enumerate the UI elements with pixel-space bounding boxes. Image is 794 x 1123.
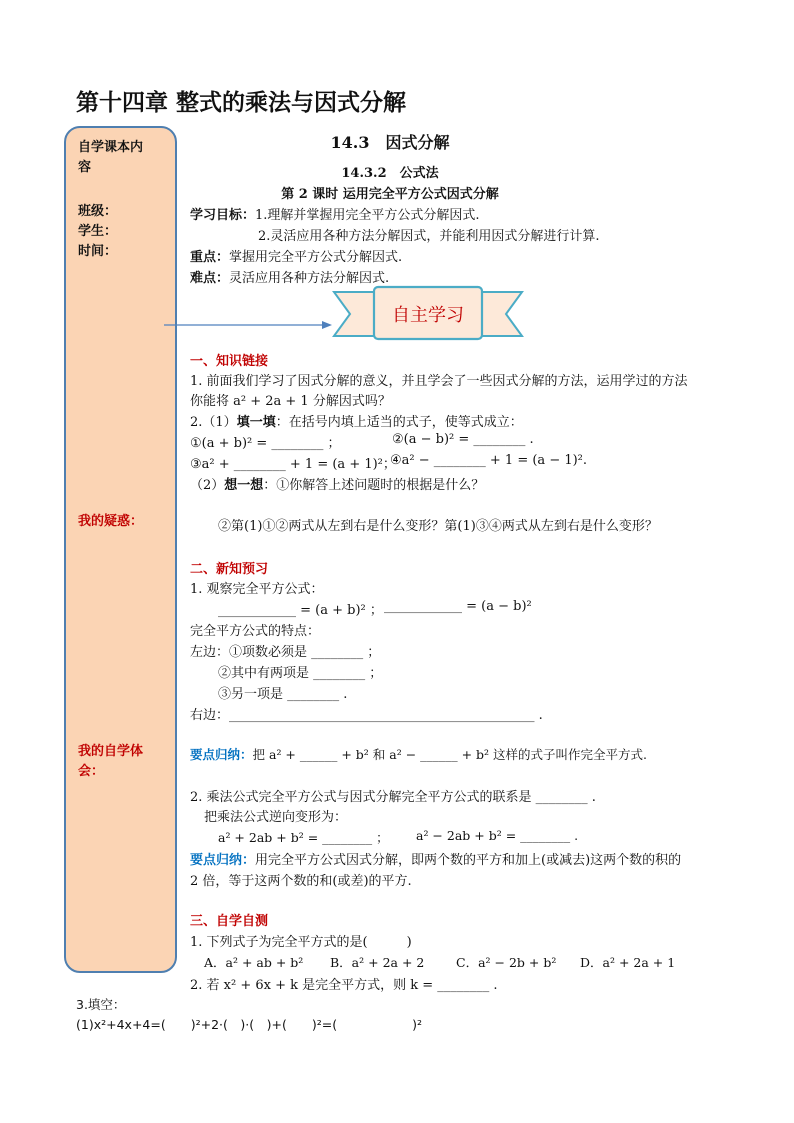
part1-q1-line2: 你能将 a² + 2a + 1 分解因式吗？ [190,394,391,409]
difficult-point-label: 难点： [190,271,230,286]
key-point-text: 掌握用完全平方公式分解因式. [229,250,403,265]
part1-think-prefix: （2） [190,478,225,493]
banner-graphic [164,284,534,346]
key-summary2-line1: 用完全平方公式因式分解，即两个数的平方和加上(或减去)这两个数的积的 [255,853,682,868]
part2-formula1: ____________ = (a + b)² ； [218,603,383,618]
part2-key1 [190,745,647,763]
part2-key2 [190,849,681,868]
part3-q3-1: (1)x²+4x+4=( )²+2·( )·( )+( )²=( )² [76,1017,422,1032]
sidebar-doubt: 我的疑惑： [78,514,144,529]
part1-think-suffix: ：①你解答上述问题时的根据是什么？ [263,478,485,493]
part1-q2-r2b: ④a² − ________ + 1 = (a − 1)². [390,453,588,468]
objective-2: 2.灵活应用各种方法分解因式，并能利用因式分解进行计算. [258,229,600,244]
part1-heading: 一、知识链接 [190,354,269,369]
part2-q1: 1. 观察完全平方公式： [190,582,324,597]
part2-formula2: ____________ = (a − b)² [384,599,532,614]
subsection-title: 14.3.2 公式法 [341,166,439,181]
part2-features: 完全平方公式的特点： [190,624,321,639]
part3-q2: 2. 若 x² + 6x + k 是完全平方式，则 k = ________ . [190,978,498,993]
part2-key2-line2: 2 倍，等于这两个数的和(或差)的平方. [190,874,412,889]
part3-optC: C．a² − 2b + b² [456,955,557,970]
part1-q2-r2a: ③a² + ________ + 1 = (a + 1)²； [190,457,396,472]
part2-q2: 2. 乘法公式完全平方公式与因式分解完全平方公式的联系是 ________ . [190,790,596,805]
part2-left2: ②其中有两项是 ________ ； [218,666,383,681]
key-summary-text: 把 a² + ______ + b² 和 a² − ______ + b² 这样的式子叫作完全平方式. [252,747,648,762]
part2-left1: 左边：①项数必须是 ________ ； [190,645,381,660]
part3-q1: 1. 下列式子为完全平方式的是( ) [190,935,412,950]
part1-q2-prefix: 2.（1） [190,415,237,430]
sidebar-experience: 我的自学体 [78,744,144,759]
sidebar-label-content: 自学课本内 [78,140,144,155]
part2-q2-f1: a² + 2ab + b² = ________ ； [218,830,389,845]
part3-optA: A．a² + ab + b² [204,955,304,970]
section-title: 14.3 因式分解 [330,133,450,152]
part2-heading: 二、新知预习 [190,562,269,577]
sidebar-time: 时间： [78,244,118,259]
part2-q2-sub: 把乘法公式逆向变形为： [204,810,348,825]
sidebar-student: 学生： [78,224,118,239]
think-label: 想一想 [224,478,264,493]
part2-right: 右边：_______________________________________________ . [190,708,543,723]
objectives-line1 [190,204,480,223]
sidebar-label-content-cont: 容 [78,160,92,175]
key-summary-label: 要点归纳： [190,747,253,762]
fill-in-label: 填一填 [236,415,276,430]
sidebar-class: 班级： [78,204,118,219]
chapter-title: 第十四章 整式的乘法与因式分解 [76,90,407,116]
part1-q1-line1: 1. 前面我们学习了因式分解的意义，并且学会了一些因式分解的方法，运用学过的方法 [190,374,688,389]
part3-optB: B．a² + 2a + 2 [330,955,425,970]
part1-q2-intro [190,411,523,430]
part1-q2-r1a: ①(a + b)² = ________ ； [190,436,341,451]
sidebar-experience-cont: 会： [78,764,105,779]
objective-1: 1.理解并掌握用完全平方公式分解因式. [255,208,480,223]
lesson-title: 第 2 课时 运用完全平方公式因式分解 [281,187,499,202]
key-summary2-label: 要点归纳： [190,853,256,868]
part3-q3: 3.填空： [76,997,126,1012]
part1-think [190,474,484,493]
banner-right-tail [480,292,522,336]
key-point-label: 重点： [190,250,230,265]
part3-heading: 三、自学自测 [190,914,269,929]
banner-arrow-head [322,321,332,329]
part1-q2-suffix: ：在括号内填上适当的式子，使等式成立： [275,415,523,430]
banner-left-tail [334,292,376,336]
part3-optD: D．a² + 2a + 1 [580,955,676,970]
part1-q2-r1b: ②(a − b)² = ________ . [392,432,534,447]
part1-think2: ②第(1)①②两式从左到右是什么变形？第(1)③④两式从左到右是什么变形？ [218,519,658,534]
difficult-point-text: 灵活应用各种方法分解因式. [229,271,390,286]
part2-left3: ③另一项是 ________ . [218,687,348,702]
part2-q2-f2: a² − 2ab + b² = ________ . [416,828,579,843]
key-point [190,246,402,265]
objectives-label: 学习目标： [190,208,256,223]
banner-text: 自主学习 [392,305,464,326]
sidebar-panel [64,126,177,973]
